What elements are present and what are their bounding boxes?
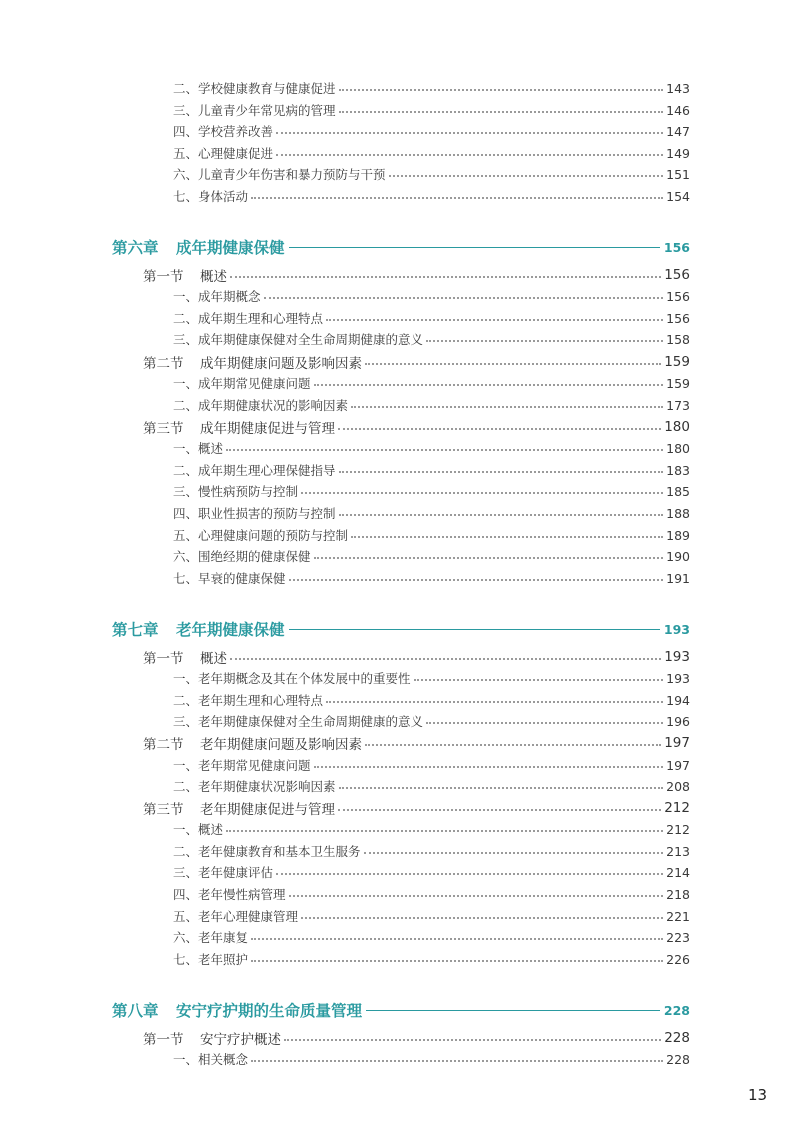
page-number: 197 [666,757,690,773]
dot-leader [365,363,661,365]
section-number: 第一节 [143,651,184,667]
dot-leader [301,917,663,919]
toc-item-label: 七、老年照护 [173,952,249,967]
dot-leader [339,787,664,789]
toc-item[interactable] [0,307,690,329]
section-heading[interactable] [0,264,690,286]
toc-item-label: 一、老年期常见健康问题 [173,758,311,773]
toc-item[interactable] [0,1048,690,1070]
dot-leader [276,873,663,875]
section-heading[interactable] [0,416,690,438]
page-number: 193 [664,649,690,665]
dot-leader [351,406,663,408]
toc-item-label: 一、老年期概念及其在个体发展中的重要性 [173,671,411,686]
page-folio-number: 13 [748,1086,768,1104]
page-number: 159 [664,354,690,370]
toc-item-label: 三、老年健康评估 [173,865,274,880]
toc-item-label: 三、老年期健康保健对全生命周期健康的意义 [173,714,424,729]
page-number: 213 [666,843,690,859]
toc-item[interactable] [0,667,690,689]
chapter-rule [289,629,660,630]
dot-leader [289,579,664,581]
dot-leader [251,197,663,199]
toc-item[interactable] [0,524,690,546]
chapter-number: 第七章 [112,621,159,639]
toc-item-label: 三、儿童青少年常见病的管理 [173,103,336,118]
chapter-title: 老年期健康保健 [176,621,285,639]
section-number: 第一节 [143,269,184,285]
section-number: 第二节 [143,737,184,753]
dot-leader [226,830,663,832]
toc-item[interactable] [0,394,690,416]
dot-leader [284,1039,661,1041]
page-number: 149 [666,145,690,161]
dot-leader [251,960,663,962]
toc-item-label: 二、老年期健康状况影响因素 [173,779,336,794]
dot-leader [264,297,664,299]
page-number: 154 [666,188,690,204]
dot-leader [230,658,661,660]
dot-leader [365,744,661,746]
page-number: 228 [663,1002,690,1018]
page-number: 188 [666,505,690,521]
page-number: 147 [666,123,690,139]
page-number: 194 [666,692,690,708]
toc-item[interactable] [0,142,690,164]
section-number: 第二节 [143,356,184,372]
toc-item[interactable] [0,545,690,567]
section-title: 成年期健康促进与管理 [200,421,335,437]
page-number: 226 [666,951,690,967]
page-number: 158 [666,331,690,347]
toc-item[interactable] [0,502,690,524]
toc-item-label: 六、老年康复 [173,930,249,945]
toc-item-label: 一、概述 [173,441,224,456]
dot-leader [276,154,663,156]
dot-leader [276,132,663,134]
toc-item[interactable] [0,710,690,732]
toc-item[interactable] [0,775,690,797]
dot-leader [326,319,663,321]
page-number: 228 [664,1030,690,1046]
dot-leader [389,175,664,177]
section-number: 第三节 [143,421,184,437]
toc-item[interactable] [0,77,690,99]
page-number: 218 [666,886,690,902]
toc-item-label: 二、学校健康教育与健康促进 [173,81,336,96]
dot-leader [426,340,663,342]
dot-leader [338,809,661,811]
toc-item-label: 五、心理健康促进 [173,146,274,161]
toc-item-label: 二、成年期健康状况的影响因素 [173,398,349,413]
toc-item[interactable] [0,754,690,776]
section-title: 成年期健康问题及影响因素 [200,356,362,372]
chapter-title: 安宁疗护期的生命质量管理 [176,1002,363,1020]
page-number: 208 [666,778,690,794]
toc-item[interactable] [0,437,690,459]
toc-item[interactable] [0,905,690,927]
page-number: 214 [666,864,690,880]
dot-leader [414,679,664,681]
dot-leader [426,722,663,724]
section-title: 安宁疗护概述 [200,1032,281,1048]
toc-item-label: 七、身体活动 [173,189,249,204]
toc-item[interactable] [0,99,690,121]
page-number: 228 [666,1051,690,1067]
toc-item[interactable] [0,689,690,711]
toc-item-label: 七、早衰的健康保健 [173,571,286,586]
toc-item-label: 一、相关概念 [173,1052,249,1067]
toc-item[interactable] [0,120,690,142]
toc-item-label: 四、老年慢性病管理 [173,887,286,902]
page-number: 190 [666,548,690,564]
page-number: 212 [666,821,690,837]
toc-item[interactable] [0,185,690,207]
section-heading[interactable] [0,1027,690,1049]
toc-item-label: 四、学校营养改善 [173,124,274,139]
toc-item-label: 六、儿童青少年伤害和暴力预防与干预 [173,167,386,182]
section-heading[interactable] [0,351,690,373]
section-title: 老年期健康促进与管理 [200,802,335,818]
chapter-title: 成年期健康保健 [176,239,285,257]
page-number: 156 [663,239,690,255]
toc-item[interactable] [0,861,690,883]
toc-item-label: 二、老年期生理和心理特点 [173,693,324,708]
toc-item[interactable] [0,840,690,862]
toc-item-label: 五、心理健康问题的预防与控制 [173,528,349,543]
chapter-heading[interactable] [0,999,690,1021]
toc-item[interactable] [0,883,690,905]
page-number: 189 [666,527,690,543]
toc-item-label: 五、老年心理健康管理 [173,909,299,924]
page-number: 185 [666,483,690,499]
chapter-rule [366,1010,660,1011]
page-number: 191 [666,570,690,586]
dot-leader [251,1060,663,1062]
section-title: 老年期健康问题及影响因素 [200,737,362,753]
dot-leader [326,701,663,703]
page-number: 193 [666,670,690,686]
page-number: 151 [666,166,690,182]
toc-item-label: 二、老年健康教育和基本卫生服务 [173,844,361,859]
page-number: 212 [664,800,690,816]
toc-item-label: 二、成年期生理和心理特点 [173,311,324,326]
dot-leader [314,766,664,768]
dot-leader [364,852,664,854]
chapter-heading[interactable] [0,236,690,258]
dot-leader [226,449,663,451]
dot-leader [251,938,663,940]
dot-leader [339,89,664,91]
toc-item[interactable] [0,163,690,185]
toc-item[interactable] [0,480,690,502]
page-number: 159 [666,375,690,391]
page-number: 146 [666,102,690,118]
chapter-number: 第八章 [112,1002,159,1020]
page-number: 173 [666,397,690,413]
toc-item[interactable] [0,567,690,589]
dot-leader [338,428,661,430]
section-number: 第三节 [143,802,184,818]
dot-leader [301,492,663,494]
toc-item-label: 一、概述 [173,822,224,837]
toc-item[interactable] [0,818,690,840]
toc-item-label: 三、慢性病预防与控制 [173,484,299,499]
toc-item[interactable] [0,459,690,481]
page-number: 183 [666,462,690,478]
toc-item[interactable] [0,285,690,307]
chapter-number: 第六章 [112,239,159,257]
page-number: 156 [666,310,690,326]
dot-leader [230,276,661,278]
toc-item-label: 二、成年期生理心理保健指导 [173,463,336,478]
page-number: 156 [664,267,690,283]
section-heading[interactable] [0,732,690,754]
section-heading[interactable] [0,646,690,668]
page-number: 221 [666,908,690,924]
dot-leader [289,895,664,897]
toc-item[interactable] [0,926,690,948]
toc-item-label: 六、围绝经期的健康保健 [173,549,311,564]
dot-leader [314,557,664,559]
chapter-rule [289,247,660,248]
page-number: 193 [663,621,690,637]
section-heading[interactable] [0,797,690,819]
page-number: 143 [666,80,690,96]
page-number: 196 [666,713,690,729]
dot-leader [351,536,663,538]
section-number: 第一节 [143,1032,184,1048]
dot-leader [339,111,664,113]
section-title: 概述 [200,651,227,667]
page-number: 223 [666,929,690,945]
page-number: 156 [666,288,690,304]
dot-leader [339,471,664,473]
dot-leader [314,384,664,386]
toc-item-label: 三、成年期健康保健对全生命周期健康的意义 [173,332,424,347]
page-number: 180 [666,440,690,456]
section-title: 概述 [200,269,227,285]
toc-item-label: 一、成年期概念 [173,289,261,304]
dot-leader [339,514,664,516]
chapter-heading[interactable] [0,618,690,640]
toc-item[interactable] [0,372,690,394]
page-number: 197 [664,735,690,751]
toc-item-label: 一、成年期常见健康问题 [173,376,311,391]
toc-item[interactable] [0,328,690,350]
toc-item-label: 四、职业性损害的预防与控制 [173,506,336,521]
toc-item[interactable] [0,948,690,970]
page-number: 180 [664,419,690,435]
